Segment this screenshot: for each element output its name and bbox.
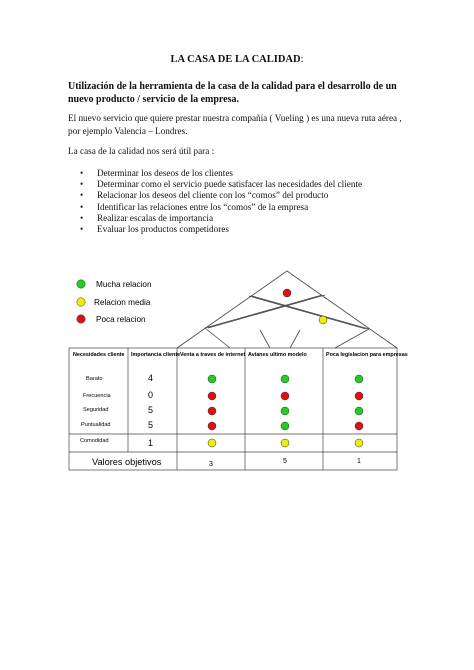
relation-dot <box>355 439 363 447</box>
title-text: LA CASA DE LA CALIDAD <box>170 54 301 65</box>
valores-objetivos-label: Valores objetivos <box>92 457 162 467</box>
roof-line <box>335 329 369 348</box>
valor-objetivo: 5 <box>283 458 287 465</box>
relation-dot <box>355 375 363 383</box>
relation-dot <box>281 375 289 383</box>
list-item: • Determinar como el servicio puede satisfacer las necesidades del cliente <box>80 179 362 190</box>
header-how-3: Poca legislacion para empresas <box>326 352 408 358</box>
relation-dot <box>281 392 289 400</box>
list-item: • Evaluar los productos competidores <box>80 224 362 235</box>
purpose-paragraph: La casa de la calidad nos será útil para : <box>68 146 215 156</box>
list-item: • Realizar escalas de importancia <box>80 213 362 224</box>
roof-line <box>260 330 270 348</box>
list-item: • Determinar los deseos de los clientes <box>80 168 362 179</box>
row-importance: 0 <box>148 390 154 400</box>
header-how-2: Avianes ultimo modelo <box>248 352 307 358</box>
relation-dot <box>355 392 363 400</box>
relationship-dots <box>208 375 363 447</box>
roof-line <box>252 296 369 329</box>
legend-label: Mucha relacion <box>96 280 152 289</box>
relation-dot <box>281 422 289 430</box>
valor-objetivo: 1 <box>357 458 361 465</box>
row-need: Seguridad <box>83 407 109 413</box>
relation-dot <box>208 392 216 400</box>
row-need: Comodidad <box>80 438 109 444</box>
legend-label: Relacion media <box>94 298 151 307</box>
relation-dot <box>355 422 363 430</box>
header-importance: Importancia cliente <box>131 352 181 358</box>
legend <box>77 280 152 324</box>
relation-dot <box>208 439 216 447</box>
roof-line <box>249 296 366 329</box>
list-item: • Relacionar los deseos del cliente con los “comos” del producto <box>80 190 362 201</box>
row-importance: 5 <box>148 420 154 430</box>
title-colon: : <box>300 54 304 65</box>
document-subtitle: Utilización de la herramienta de la casa de la calidad para el desarrollo de un nuevo producto / servicio de la empresa. <box>68 81 397 105</box>
legend-label: Poca relacion <box>96 315 146 324</box>
roof-dot <box>283 289 291 297</box>
roof-line <box>205 328 230 348</box>
row-importance: 1 <box>148 438 154 448</box>
relation-dot <box>208 375 216 383</box>
row-importance: 4 <box>148 373 154 383</box>
roof <box>177 271 397 348</box>
intro-paragraph: El nuevo servicio que quiere prestar nuestra compañía ( Vueling ) es una nueva ruta aérea , por ejemplo Valencia – Londres. <box>68 113 402 136</box>
relation-dot <box>281 407 289 415</box>
header-needs: Necesidades cliente <box>73 352 125 358</box>
relation-dot <box>208 422 216 430</box>
relation-dot <box>281 439 289 447</box>
list-item: • Identificar las relaciones entre los “comos” de la empresa <box>80 202 362 213</box>
roof-outline <box>177 271 397 348</box>
relation-dot <box>208 407 216 415</box>
legend-dot <box>77 315 85 323</box>
matrix-grid <box>69 348 397 470</box>
valor-objetivo: 3 <box>209 461 213 468</box>
header-how-1: Venta a traves de internet <box>180 352 246 358</box>
row-importance: 5 <box>148 405 154 415</box>
relation-dot <box>355 407 363 415</box>
row-need: Frecuencia <box>83 393 111 399</box>
legend-dot <box>77 298 85 306</box>
roof-dot <box>319 316 327 324</box>
row-need: Puntualidad <box>81 422 111 428</box>
roof-line <box>290 330 300 348</box>
legend-dot <box>77 280 85 288</box>
row-need: Barato <box>86 376 103 382</box>
